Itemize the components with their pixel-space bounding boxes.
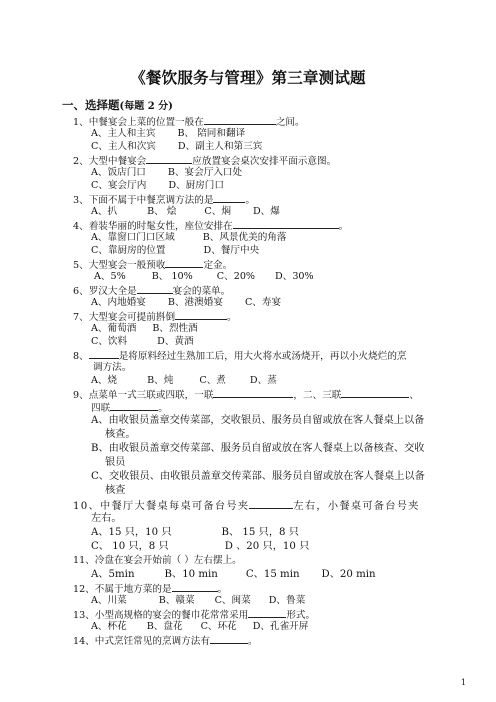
options-row	[91, 296, 281, 309]
option-b: B、宴会厅入口处	[167, 167, 243, 178]
option-b: B、 烩	[147, 206, 177, 217]
options-row	[91, 620, 308, 633]
question-continuation	[91, 400, 168, 415]
question-tail: 。	[227, 312, 237, 323]
continuation-text: 四联	[91, 403, 111, 414]
option-b: B、赣菜	[158, 595, 195, 606]
question-tail: 宴会的菜单。	[172, 286, 231, 297]
option-a-continuation: 核查。	[105, 429, 136, 440]
options-row	[91, 127, 245, 140]
option-d: D 、20 只，10 只	[224, 541, 310, 552]
options-row	[91, 526, 299, 539]
option-c: C、环花	[200, 621, 237, 632]
option-c: C、 10 只，8 只	[91, 541, 169, 552]
answer-blank	[341, 387, 409, 398]
question-stem: 9、点菜单一式三联或四联，一联	[73, 390, 214, 401]
option-c: C、15 min	[245, 569, 300, 580]
answer-blank	[175, 309, 227, 320]
question-stem: 14、中式烹饪常见的烹调方法有	[73, 636, 210, 647]
options-row	[91, 205, 280, 218]
question-tail: 之间。	[275, 117, 305, 128]
option-c: C、饮料	[91, 336, 128, 347]
option-a: A、15 只，10 只	[91, 527, 172, 538]
question-tail: 、	[409, 390, 419, 401]
answer-blank	[204, 114, 276, 125]
question-stem: 5、大型宴会一般预收	[73, 260, 166, 271]
option-a: A、由收银员盖章交传菜部，交收银员、服务员自留或放在客人餐桌上以备	[91, 415, 425, 426]
option-b-continuation: 银员	[105, 457, 126, 468]
question-continuation: 调方法。	[93, 362, 132, 373]
options-row	[91, 322, 198, 335]
options-row	[91, 335, 194, 348]
option-b: B、盘花	[146, 621, 183, 632]
option-b: B、风景优美的角落	[202, 232, 287, 243]
option-c: C、煮	[199, 375, 226, 386]
option-a: A、5min	[91, 569, 135, 580]
option-a: A、内地婚宴	[91, 297, 146, 308]
options-row	[91, 594, 305, 607]
options-row	[91, 244, 259, 257]
option-c-continuation: 核查	[105, 485, 126, 496]
option-a: A、葡萄酒	[91, 323, 137, 334]
answer-blank	[110, 400, 158, 411]
option-c: C、寿宴	[244, 297, 282, 308]
option-b: B、港澳婚宴	[167, 297, 223, 308]
option-a: A、杯花	[91, 621, 127, 632]
option-a: A、扒	[91, 206, 118, 217]
option-b: B、炖	[147, 375, 174, 386]
question-tail: 是将原料经过生熟加工后，用大火将水或汤烧开，再以小火烧烂的烹	[118, 351, 407, 362]
option-a: A、5%	[94, 271, 126, 282]
option-c: C、20%	[216, 271, 256, 282]
option-d: D、餐厅中央	[203, 245, 260, 256]
options-row	[94, 270, 314, 283]
question-tail: 。	[217, 584, 228, 595]
section-points: (每题 2 分)	[119, 101, 173, 112]
question-mid: ，二、三联	[293, 390, 342, 401]
answer-blank	[213, 387, 293, 398]
question-tail: 形式。	[286, 610, 316, 621]
option-d: D、蒸	[249, 375, 277, 386]
question-stem: 10、中餐厅大餐桌每桌可备台号夹	[73, 501, 250, 512]
question-tail: 定金。	[203, 260, 233, 271]
option-c: C、靠厨房的位置	[91, 245, 166, 256]
option-d: D、副主人和第三宾	[177, 141, 263, 152]
answer-blank	[249, 498, 293, 509]
answer-blank	[233, 218, 339, 229]
option-b: B、烈性酒	[152, 323, 198, 334]
option-d: D、厨房门口	[168, 180, 224, 191]
option-d: D、30%	[275, 271, 314, 282]
option-c: C、宴会厅内	[91, 180, 147, 191]
options-row	[91, 540, 309, 553]
page-title: 《餐饮服务与管理》第三章测试题	[130, 68, 366, 87]
option-d: D、爆	[252, 206, 280, 217]
question-stem: 13、小型高规格的宴会的餐巾花常常采用	[73, 610, 249, 621]
option-d: D、鲁菜	[268, 595, 306, 606]
option-b: B、由收银员盖章交传菜部、服务员自留或放在客人餐桌上以备核查、交收	[91, 443, 425, 454]
question-stem: 8、	[73, 351, 89, 362]
options-row	[91, 568, 376, 581]
question-stem: 3、下面不属于中餐烹调方法的是	[73, 195, 214, 206]
question-stem: 2、大型中餐宴会	[73, 156, 147, 167]
question-tail: 。	[245, 195, 256, 206]
option-a: A、饭店门口	[91, 167, 146, 178]
options-row	[91, 231, 287, 244]
answer-blank	[146, 153, 192, 164]
options-row	[91, 166, 242, 179]
question-stem: 7、大型宴会可提前斟倒	[73, 312, 176, 323]
option-a: A、川菜	[91, 595, 127, 606]
options-row	[91, 179, 224, 192]
answer-blank	[172, 581, 218, 592]
option-c: C、主人和次宾	[91, 141, 156, 152]
question-stem: 4、着装华丽的时髦女性，座位安排在	[73, 221, 233, 232]
answer-blank	[248, 607, 286, 618]
question-stem: 6、罗汉大全是	[73, 286, 137, 297]
question-tail: 左右，小餐桌可备台号夹	[293, 501, 420, 512]
question-stem: 12、不属于地方菜的是	[73, 584, 172, 595]
answer-blank	[137, 283, 173, 294]
option-b: B、 陪同和翻译	[177, 128, 246, 139]
option-d: D、20 min	[321, 569, 376, 580]
answer-blank	[89, 348, 119, 359]
option-a: A、主人和主宾	[91, 128, 156, 139]
section-heading	[62, 97, 173, 113]
continuation-tail: 。	[158, 403, 168, 414]
answer-blank	[210, 633, 248, 644]
option-c: C、闽菜	[214, 595, 251, 606]
question-continuation: 左右。	[91, 513, 122, 524]
options-row	[91, 140, 262, 153]
answer-blank	[165, 257, 203, 268]
option-b: B、 15 只，8 只	[221, 527, 299, 538]
question-tail: 。	[247, 636, 258, 647]
option-c: C、交收银员、由收银员盖章交传菜部、服务员自留或放在客人餐桌上以备	[91, 471, 425, 482]
option-d: D、孔雀开屏	[252, 621, 309, 632]
page-number: 1	[461, 678, 467, 687]
option-d: D、黄酒	[157, 336, 194, 347]
option-b: B、 10%	[151, 271, 193, 282]
question-11: 11、冷盘在宴会开始前（ ）左右摆上。	[73, 555, 242, 566]
option-b: B、10 min	[164, 569, 218, 580]
question-tail: 。	[338, 221, 349, 232]
option-c: C、焖	[204, 206, 231, 217]
option-a: A、靠窗口门口区域	[91, 232, 175, 243]
section-label: 一、选择题	[62, 98, 120, 112]
option-a: A、烧	[91, 375, 118, 386]
options-row	[91, 374, 277, 387]
question-tail: 应放置宴会桌次安排平面示意图。	[192, 156, 337, 167]
question-stem: 1、中餐宴会上菜的位置一般在	[73, 117, 204, 128]
question-14	[73, 633, 258, 648]
question-10	[73, 498, 420, 513]
answer-blank	[213, 192, 245, 203]
